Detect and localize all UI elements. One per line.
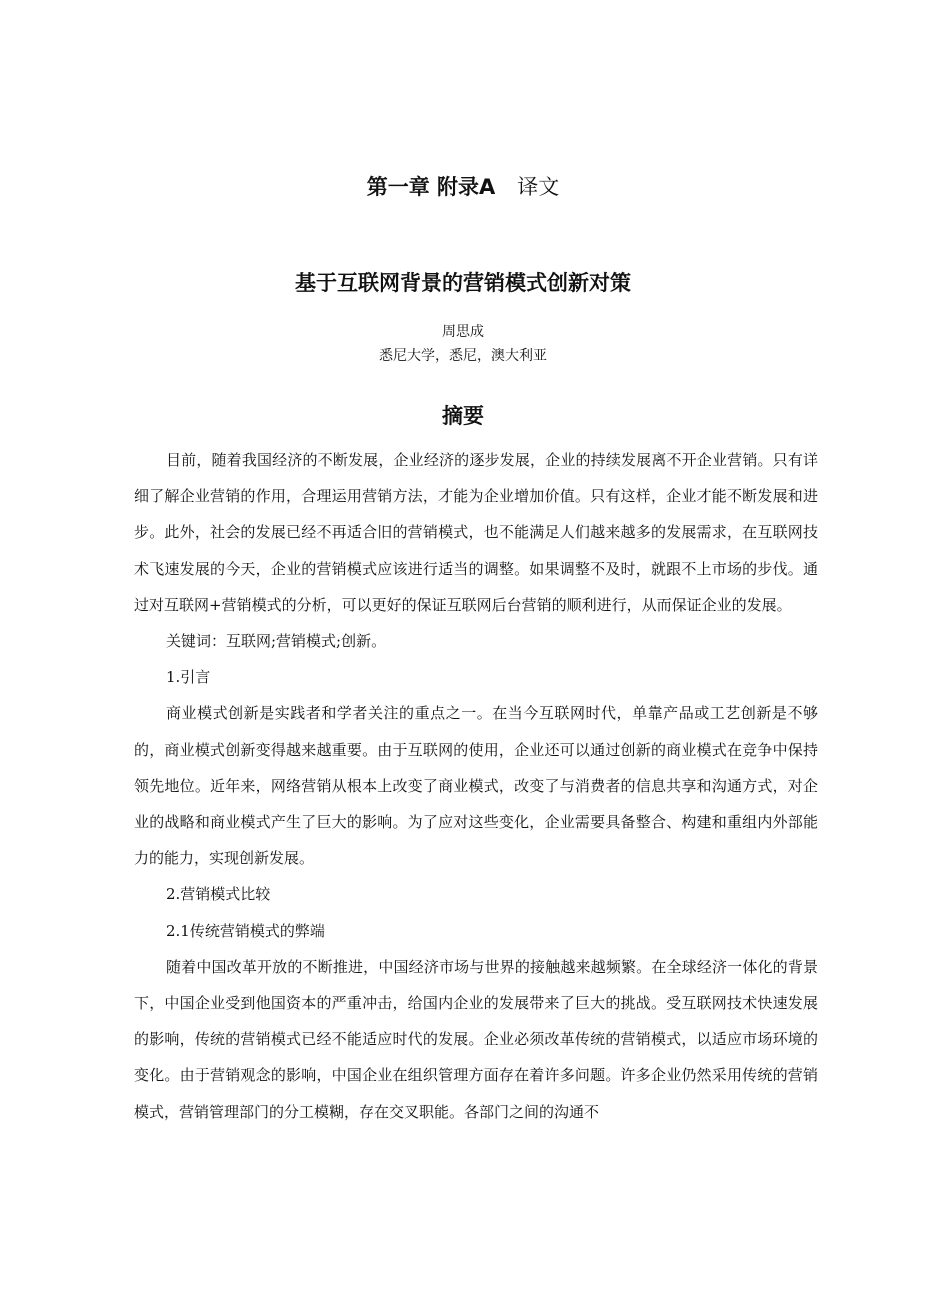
chapter-title-prefix: 第一章 附录A	[366, 175, 496, 199]
chapter-title-suffix: 译文	[517, 175, 560, 199]
author-name: 周思成	[442, 324, 484, 340]
section-heading-comparison: 2.营销模式比较	[166, 885, 271, 904]
body-text	[134, 442, 818, 1130]
abstract-paragraph: 目前，随着我国经济的不断发展，企业经济的逐步发展，企业的持续发展离不开企业营销。只有详细了解企业营销的作用，合理运用营销方法，才能为企业增加价值。只有这样，企业才能不断发展和进步。此外，社会的发展已经不再适合旧的营销模式，也不能满足人们越来越多的发展需求，在互联网技术飞速发展的今天，企业的营销模式应该进行适当的调整。如果调整不及时，就跟不上市场的步伐。通过对互联网+营销模式的分析，可以更好的保证互联网后台营销的顺利进行，从而保证企业的发展。	[134, 451, 818, 614]
chapter-title	[0, 172, 926, 202]
author-affiliation: 悉尼大学，悉尼，澳大利亚	[379, 348, 547, 364]
abstract-heading: 摘要	[442, 404, 484, 428]
paper-title: 基于互联网背景的营销模式创新对策	[295, 271, 631, 295]
traditional-paragraph: 随着中国改革开放的不断推进，中国经济市场与世界的接触越来越频繁。在全球经济一体化的背景下，中国企业受到他国资本的严重冲击，给国内企业的发展带来了巨大的挑战。受互联网技术快速发展的影响，传统的营销模式已经不能适应时代的发展。企业必须改革传统的营销模式，以适应市场环境的变化。由于营销观念的影响，中国企业在组织管理方面存在着许多问题。许多企业仍然采用传统的营销模式，营销管理部门的分工模糊，存在交叉职能。各部门之间的沟通不	[134, 957, 818, 1121]
introduction-paragraph: 商业模式创新是实践者和学者关注的重点之一。在当今互联网时代，单靠产品或工艺创新是不够的，商业模式创新变得越来越重要。由于互联网的使用，企业还可以通过创新的商业模式在竞争中保持领先地位。近年来，网络营销从根本上改变了商业模式，改变了与消费者的信息共享和沟通方式，对企业的战略和商业模式产生了巨大的影响。为了应对这些变化，企业需要具备整合、构建和重组内外部能力的能力，实现创新发展。	[134, 704, 818, 868]
section-heading-introduction: 1.引言	[166, 668, 211, 687]
keywords-line: 关键词：互联网;营销模式;创新。	[166, 632, 387, 651]
subsection-heading-traditional: 2.1传统营销模式的弊端	[166, 921, 325, 940]
